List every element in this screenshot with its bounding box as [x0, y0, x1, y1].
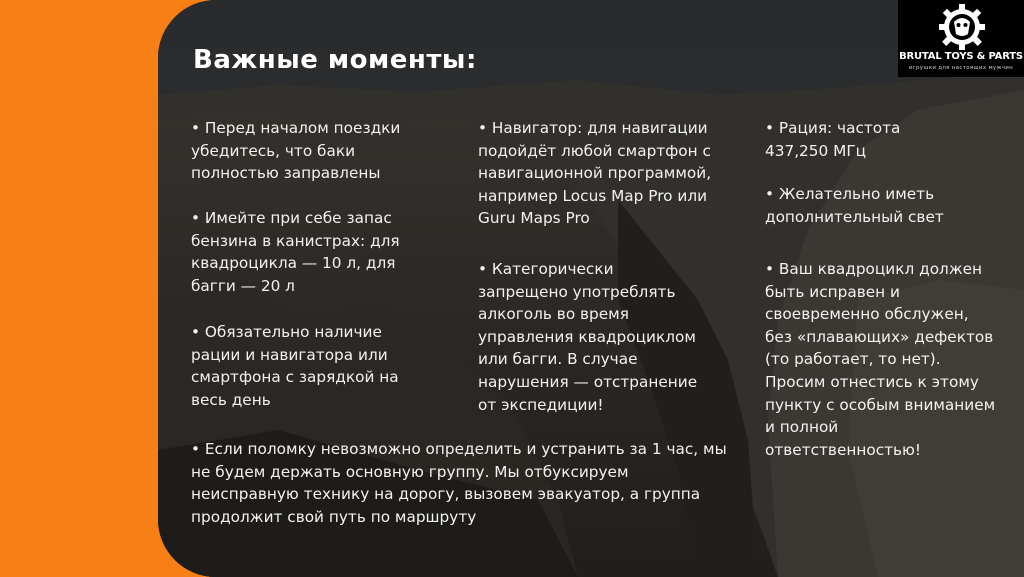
brand-logo: [898, 0, 1024, 77]
logo-tagline: игрушки для настоящих мужчин: [908, 65, 1014, 71]
bullet-fuel-check: • Перед началом поездки убедитесь, что баки полностью заправлены: [191, 119, 401, 183]
bullet-extra-light: • Желательно иметь дополнительный свет: [765, 185, 944, 226]
bullet-alcohol: • Категорически запрещено употреблять алкоголь во время управления квадроциклом или багги. В случае нарушения — отстранение от экспедиции!: [478, 260, 698, 414]
bullet-radio-frequency: • Рация: частота 437,250 МГц: [765, 119, 901, 160]
slide-title: Важные моменты:: [193, 45, 477, 75]
bullet-radio-navigator: • Обязательно наличие рации и навигатора или смартфона с зарядкой на весь день: [191, 323, 399, 409]
bullet-navigator: • Навигатор: для навигации подойдёт любой смартфон с навигационной программой, например Locus Map Pro или Guru Maps Pro: [478, 119, 712, 228]
gear-skull-icon: [934, 2, 990, 52]
logo-brand-name: BRUTAL TOYS & PARTS: [899, 51, 1023, 62]
bullet-vehicle-condition: • Ваш квадроцикл должен быть исправен и своевременно обслужен, без «плавающих» дефектов (то работает, то нет). Просим отнестись к этому пункту с особым вниманием и полной ответственностью!: [765, 260, 996, 459]
bullet-fuel-reserve: • Имейте при себе запас бензина в канистрах: для квадроцикла — 10 л, для багги — 20 л: [191, 209, 400, 295]
bullet-breakdown-policy: • Если поломку невозможно определить и устранить за 1 час, мы не будем держать основную группу. Мы отбуксируем неисправную технику на дорогу, вызовем эвакуатор, а группа продолжит свой путь по маршруту: [191, 440, 727, 526]
